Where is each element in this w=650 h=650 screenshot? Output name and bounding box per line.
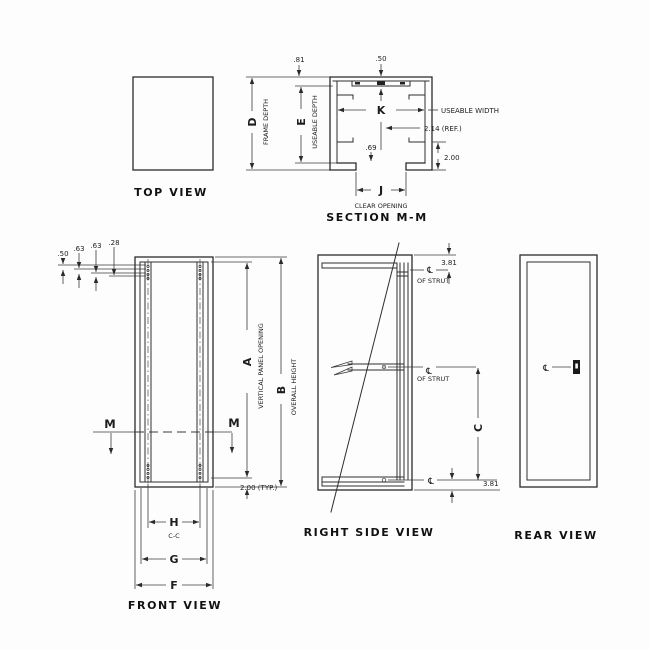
centerline-symbol: ℄	[426, 367, 432, 377]
dim-letter-e: E	[295, 118, 308, 126]
dim-letter-c: C	[472, 423, 485, 433]
rear-view	[514, 255, 597, 542]
section-dimensions	[338, 55, 499, 210]
front-width-dimensions	[135, 484, 213, 592]
dim-letter-h: H	[169, 516, 179, 529]
vertical-panel-opening-label: VERTICAL PANEL OPENING	[257, 323, 265, 409]
dim-63-label: .63	[90, 242, 102, 250]
strut-hole-center	[383, 366, 384, 367]
section-letter-m-right: M	[228, 416, 240, 430]
strut-hole	[382, 478, 386, 482]
clip-flag	[331, 361, 352, 375]
frame-depth-label: FRAME DEPTH	[262, 98, 270, 146]
useable-width-label: USEABLE WIDTH	[441, 107, 500, 115]
rear-view-inner-frame	[527, 262, 590, 480]
right-side-view-title: RIGHT SIDE VIEW	[303, 526, 435, 539]
centerline-symbol: ℄	[543, 364, 549, 374]
dim-381-bottom-label: 3.81	[483, 480, 499, 488]
strut-holes	[147, 265, 201, 478]
front-top-left-dimensions	[57, 239, 146, 291]
top-view	[133, 77, 213, 199]
right-side-view	[304, 243, 500, 539]
dim-50-label: .50	[375, 55, 387, 63]
section-depth-dimensions	[246, 56, 337, 170]
rear-view-outline	[520, 255, 597, 487]
rear-slot-opening	[575, 364, 578, 369]
of-strut-top-label: OF STRUT	[417, 277, 450, 285]
overall-height-label: OVERALL HEIGHT	[290, 358, 298, 416]
top-view-outline	[133, 77, 213, 170]
dim-63-label: .63	[73, 245, 85, 253]
dim-letter-d: D	[246, 117, 259, 127]
dim-letter-f: F	[170, 579, 178, 592]
bottom-feet	[330, 163, 432, 170]
centerline-symbol: ℄	[427, 266, 433, 276]
dim-letter-a: A	[241, 357, 254, 367]
section-cut-line	[93, 416, 240, 454]
top-member	[322, 263, 397, 268]
strut-lines	[145, 262, 203, 482]
front-view-title: FRONT VIEW	[127, 599, 223, 612]
section-mm	[246, 55, 499, 224]
ref-214-label: 2.14 (REF.)	[424, 125, 462, 133]
dim-200-label: 2.00	[444, 154, 460, 162]
top-center-slot	[377, 82, 385, 86]
diagonal-brace	[331, 243, 399, 512]
rear-strut-lines	[397, 263, 408, 480]
front-view-inner-frame	[140, 262, 208, 482]
rear-view-title: REAR VIEW	[514, 529, 598, 542]
bottom-member	[322, 477, 404, 486]
dim-letter-g: G	[169, 553, 179, 566]
right-view-dimensions	[388, 243, 500, 503]
dim-28-label: .28	[108, 239, 120, 247]
clear-opening-label: CLEAR OPENING	[354, 202, 408, 210]
top-view-title: TOP VIEW	[134, 186, 208, 199]
centerline-symbol: ℄	[428, 477, 434, 487]
top-tab	[400, 82, 405, 85]
dim-50-label: .50	[57, 250, 69, 258]
useable-depth-label: USEABLE DEPTH	[311, 95, 319, 149]
section-letter-m-left: M	[104, 417, 116, 431]
front-view-outline	[135, 257, 213, 487]
strut-top-cross	[397, 272, 408, 276]
front-view	[57, 239, 298, 612]
front-struts	[145, 259, 203, 485]
c-c-label: C-C	[168, 532, 180, 540]
dim-381-top-label: 3.81	[441, 259, 457, 267]
top-tab	[355, 82, 360, 85]
dim-69-label: .69	[365, 144, 377, 152]
dim-letter-j: J	[378, 184, 384, 197]
dim-letter-k: K	[376, 104, 386, 117]
dim-81-label: .81	[293, 56, 305, 64]
section-mm-title: SECTION M-M	[326, 211, 428, 224]
dim-200-typ-label: 2.00 (TYP.)	[240, 484, 278, 492]
dim-letter-b: B	[275, 385, 288, 395]
front-height-dimensions	[211, 257, 298, 499]
of-strut-mid-label: OF STRUT	[417, 375, 450, 383]
right-view-outline	[318, 255, 412, 490]
